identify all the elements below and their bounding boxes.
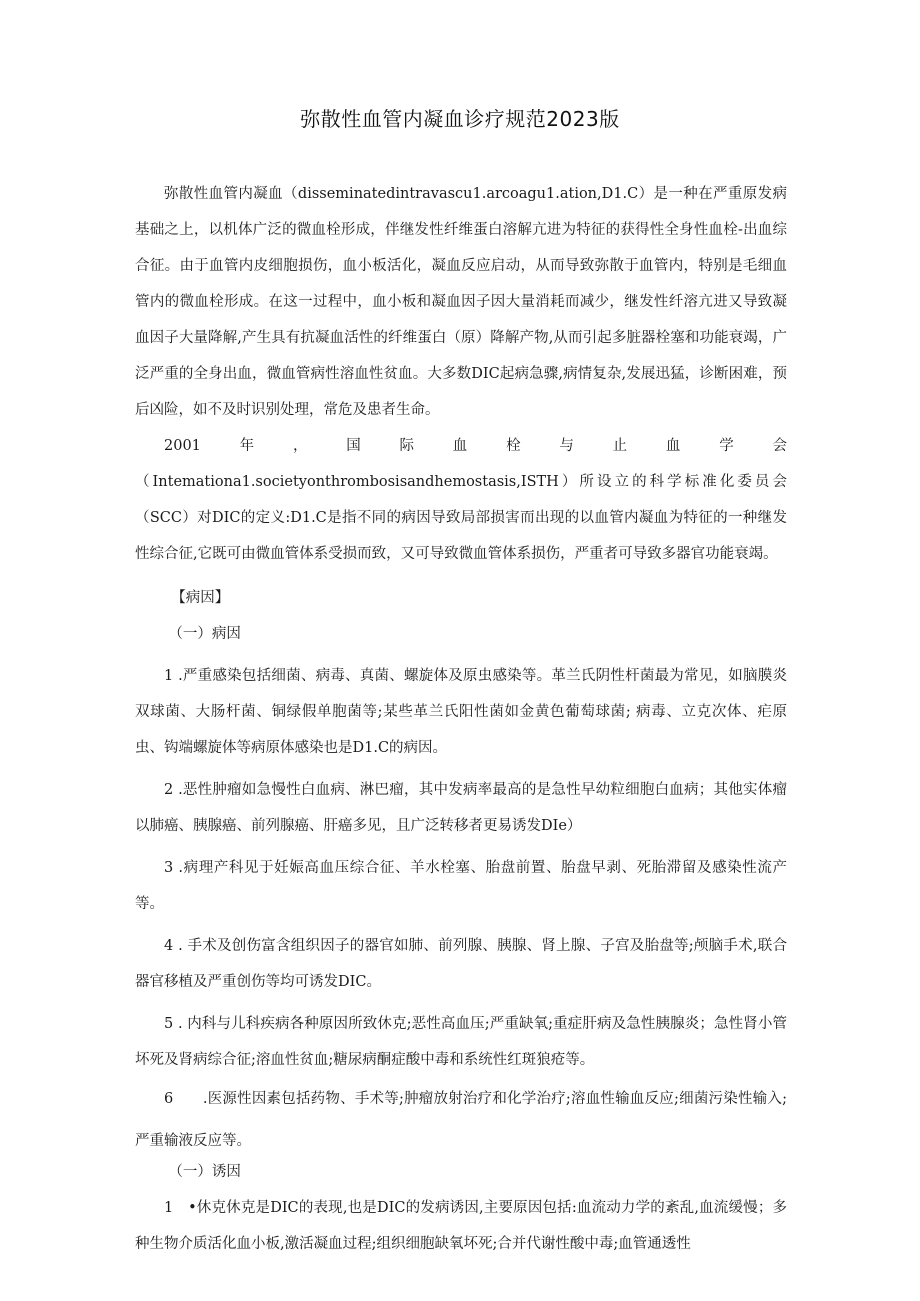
intro-paragraph-2: 2001年，国际血栓与止血学会（Intemationa1.societyonthrombosisandhemostasis,ISTH）所设立的科学标准化委员会（SCC）对DIC的定义:D1.C是指不同的病因导致局部损害而出现的以血管内凝血为特征的一种继发性综合征,它既可由微血管体系受损而致，又可导致微血管体系损伤，严重者可导致多器官功能衰竭。 [135,438,787,562]
cause-item-1: 1 .严重感染包括细菌、病毒、真菌、螺旋体及原虫感染等。革兰氏阴性杆菌最为常见，如脑膜炎双球菌、大肠杆菌、铜绿假单胞菌等;某些革兰氏阳性菌如金黄色葡萄球菌; 病毒、立克次体、疟原虫、钩端螺旋体等病原体感染也是D1.C的病因。 [135,668,787,756]
cause-item-4: 4 . 手术及创伤富含组织因子的器官如肺、前列腺、胰腺、肾上腺、子宫及胎盘等;颅脑手术,联合器官移植及严重创伤等均可诱发DIC。 [135,938,787,990]
cause-item-3: 3 .病理产科见于妊娠高血压综合征、羊水栓塞、胎盘前置、胎盘早剥、死胎滞留及感染性流产等。 [135,860,787,912]
cause-item-2: 2 .恶性肿瘤如急慢性白血病、淋巴瘤，其中发病率最高的是急性早幼粒细胞白血病；其他实体瘤以肺癌、胰腺癌、前列腺癌、肝癌多见，且广泛转移者更易诱发DIe） [135,782,787,834]
cause-item-5: 5 . 内科与儿科疾病各种原因所致休克;恶性高血压;严重缺氧;重症肝病及急性胰腺炎；急性肾小管坏死及肾病综合征;溶血性贫血;糖尿病酮症酸中毒和系统性红斑狼疮等。 [135,1016,787,1068]
section-heading-etiology: 【病因】 [171,590,230,606]
document-title: 弥散性血管内凝血诊疗规范2023版 [300,107,620,131]
trigger-item-1: 1 •休克休克是DIC的表现,也是DIC的发病诱因,主要原因包括:血流动力学的紊乱,血流缓慢；多种生物介质活化血小板,激活凝血过程;组织细胞缺氧坏死;合并代谢性酸中毒;血管通透性 [135,1200,787,1252]
document-body [135,176,787,1262]
subheading-trigger: （一）诱因 [168,1164,241,1180]
cause-item-6: 6 .医源性因素包括药物、手术等;肿瘤放射治疗和化学治疗;溶血性输血反应;细菌污染性输入;严重输液反应等。 [135,1091,787,1149]
intro-paragraph-1: 弥散性血管内凝血（disseminatedintravascu1.arcoagu1.ation,D1.C）是一种在严重原发病基础之上，以机体广泛的微血栓形成，伴继发性纤维蛋白溶解亢进为特征的获得性全身性血栓-出血综合征。由于血管内皮细胞损伤，血小板活化，凝血反应启动，从而导致弥散于血管内，特别是毛细血管内的微血栓形成。在这一过程中，血小板和凝血因子因大量消耗而减少，继发性纤溶亢进又导致凝血因子大量降解,产生具有抗凝血活性的纤维蛋白（原）降解产物,从而引起多脏器栓塞和功能衰竭，广泛严重的全身出血，微血管病性溶血性贫血。大多数DIC起病急骤,病情复杂,发展迅猛，诊断困难，预后凶险，如不及时识别处理，常危及患者生命。 [135,186,787,418]
subheading-cause: （一）病因 [168,626,241,642]
